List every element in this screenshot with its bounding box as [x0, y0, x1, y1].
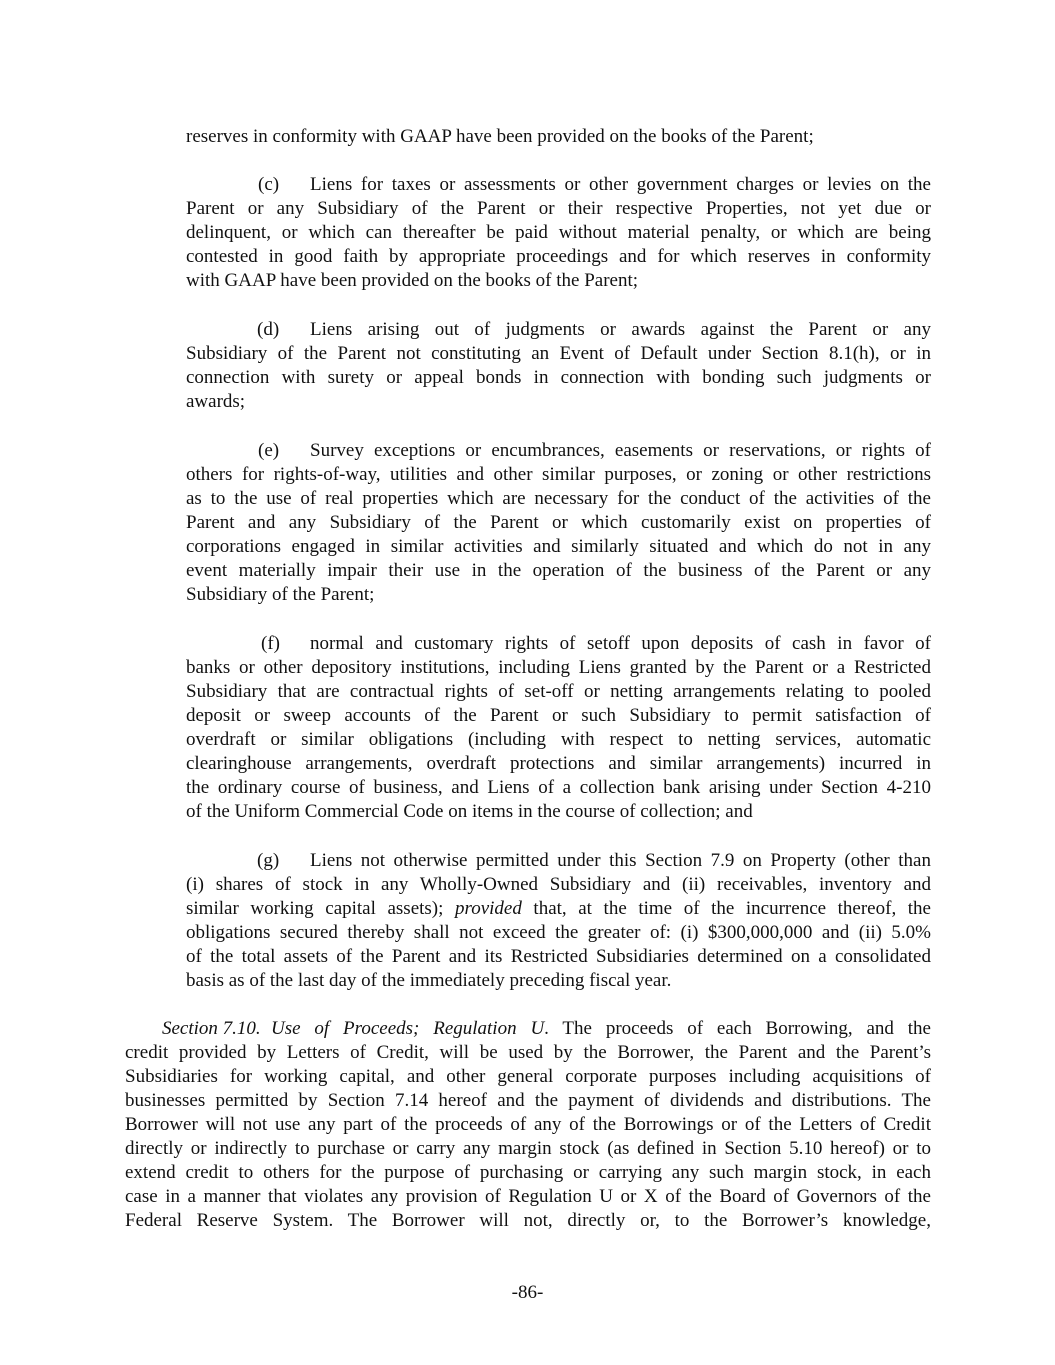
- text-segment: clearinghouse arrangements, overdraft protections and similar arrangements) incurred in: [186, 753, 931, 774]
- text-line: [186, 463, 931, 487]
- text-segment: Parent or any Subsidiary of the Parent or their respective Properties, not yet due or: [186, 198, 931, 219]
- paragraph-e: [186, 439, 931, 607]
- text-segment: with GAAP have been provided on the books of the Parent;: [186, 270, 639, 291]
- text-line: [186, 704, 931, 728]
- text-segment: basis as of the last day of the immediately preceding fiscal year.: [186, 970, 672, 991]
- text-segment: overdraft or similar obligations (including with respect to netting services, automatic: [186, 729, 931, 750]
- text-line: [186, 342, 931, 366]
- text-segment: . The proceeds of each Borrowing, and the: [544, 1018, 931, 1039]
- paragraph-label: (d): [257, 319, 280, 340]
- text-segment: banks or other depository institutions, including Liens granted by the Parent or a Restricted: [186, 657, 931, 678]
- text-segment: the ordinary course of business, and Liens of a collection bank arising under Section 4-210: [186, 777, 931, 798]
- text-line: [125, 1137, 931, 1161]
- text-line: [125, 1065, 931, 1089]
- text-line: [186, 559, 931, 583]
- text-segment: Parent and any Subsidiary of the Parent or which customarily exist on properties of: [186, 512, 931, 533]
- text-line: [186, 439, 931, 463]
- text-segment: Subsidiary of the Parent not constituting an Event of Default under Section 8.1(h), or in: [186, 343, 931, 364]
- text-segment: Federal Reserve System. The Borrower will not, directly or, to the Borrower’s knowledge,: [125, 1210, 931, 1231]
- text-line: [186, 969, 931, 993]
- text-line: [186, 487, 931, 511]
- text-segment: others for rights-of-way, utilities and other similar purposes, or zoning or other restrictions: [186, 464, 931, 485]
- text-line: [125, 1209, 931, 1233]
- text-line: [186, 776, 931, 800]
- text-segment: connection with surety or appeal bonds in connection with bonding such judgments or: [186, 367, 931, 388]
- text-segment: Subsidiary that are contractual rights of set-off or netting arrangements relating to pooled: [186, 681, 931, 702]
- text-line: [186, 366, 931, 390]
- text-line: [125, 1161, 931, 1185]
- text-segment: extend credit to others for the purpose of purchasing or carrying any such margin stock, in each: [125, 1162, 931, 1183]
- text-segment: Subsidiary of the Parent;: [186, 584, 375, 605]
- text-line: [125, 1017, 931, 1041]
- text-segment: delinquent, or which can thereafter be paid without material penalty, or which are being: [186, 222, 931, 243]
- text-line: [125, 1089, 931, 1113]
- text-line: [186, 849, 931, 873]
- text-segment: contested in good faith by appropriate proceedings and for which reserves in conformity: [186, 246, 931, 267]
- text-segment: directly or indirectly to purchase or carry any margin stock (as defined in Section 5.10 hereof) or to: [125, 1138, 931, 1159]
- text-segment: case in a manner that violates any provision of Regulation U or X of the Board of Governors of the: [125, 1186, 931, 1207]
- italic-text: provided: [455, 898, 522, 919]
- paragraph-d: [186, 318, 931, 414]
- text-line: [186, 511, 931, 535]
- text-line: [186, 197, 931, 221]
- paragraph-c: [186, 173, 931, 293]
- text-line: [186, 680, 931, 704]
- paragraph-label: Section 7.10.: [162, 1018, 261, 1039]
- text-segment: similar working capital assets);: [186, 898, 455, 919]
- text-segment: that, at the time of the incurrence thereof, the: [521, 898, 931, 919]
- text-line: [186, 221, 931, 245]
- text-line: [186, 125, 931, 149]
- text-segment: Borrower will not use any part of the proceeds of any of the Borrowings or of the Letters of Credit: [125, 1114, 931, 1135]
- text-segment: corporations engaged in similar activities and similarly situated and which do not in any: [186, 536, 931, 557]
- text-segment: event materially impair their use in the operation of the business of the Parent or any: [186, 560, 931, 581]
- text-line: [186, 173, 931, 197]
- paragraph-label: (e): [258, 440, 280, 461]
- text-line: [186, 897, 931, 921]
- paragraph-f: [186, 632, 931, 824]
- italic-text: Use of Proceeds; Regulation U: [271, 1018, 545, 1039]
- text-segment: Subsidiaries for working capital, and other general corporate purposes including acquisitions of: [125, 1066, 931, 1087]
- text-line: [186, 390, 931, 414]
- text-line: [186, 945, 931, 969]
- text-segment: Liens not otherwise permitted under this Section 7.9 on Property (other than: [310, 850, 931, 871]
- text-segment: Liens for taxes or assessments or other government charges or levies on the: [310, 174, 931, 195]
- text-line: [186, 269, 931, 293]
- text-segment: awards;: [186, 391, 246, 412]
- text-line: [186, 728, 931, 752]
- text-segment: obligations secured thereby shall not exceed the greater of: (i) $300,000,000 and (ii) 5.0%: [186, 922, 931, 943]
- text-segment: Survey exceptions or encumbrances, easements or reservations, or rights of: [310, 440, 931, 461]
- text-segment: credit provided by Letters of Credit, will be used by the Borrower, the Parent and the Parent’s: [125, 1042, 931, 1063]
- text-segment: (i) shares of stock in any Wholly-Owned Subsidiary and (ii) receivables, inventory and: [186, 874, 931, 895]
- text-segment: of the total assets of the Parent and its Restricted Subsidiaries determined on a consolidated: [186, 946, 931, 967]
- text-line: [186, 245, 931, 269]
- text-segment: normal and customary rights of setoff upon deposits of cash in favor of: [310, 633, 931, 654]
- text-line: [125, 1185, 931, 1209]
- text-line: [186, 656, 931, 680]
- text-line: [186, 632, 931, 656]
- paragraph-label: (f): [261, 633, 280, 654]
- text-line: [186, 800, 931, 824]
- text-line: [125, 1113, 931, 1137]
- text-line: [125, 1041, 931, 1065]
- paragraph-label: (c): [258, 174, 280, 195]
- text-segment: of the Uniform Commercial Code on items in the course of collection; and: [186, 801, 753, 822]
- text-segment: reserves in conformity with GAAP have been provided on the books of the Parent;: [186, 126, 814, 147]
- text-line: [186, 921, 931, 945]
- text-line: [186, 752, 931, 776]
- paragraph-section-7-10: [125, 1017, 931, 1233]
- paragraph-b-tail: [186, 125, 931, 149]
- paragraph-g: [186, 849, 931, 993]
- text-line: [186, 583, 931, 607]
- page-number: -86-: [511, 1282, 544, 1303]
- text-line: [186, 318, 931, 342]
- text-segment: as to the use of real properties which are necessary for the conduct of the activities of the: [186, 488, 931, 509]
- text-line: [186, 535, 931, 559]
- text-segment: Liens arising out of judgments or awards against the Parent or any: [310, 319, 931, 340]
- text-segment: businesses permitted by Section 7.14 hereof and the payment of dividends and distributions. The: [125, 1090, 931, 1111]
- paragraph-label: (g): [257, 850, 280, 871]
- text-segment: deposit or sweep accounts of the Parent or such Subsidiary to permit satisfaction of: [186, 705, 931, 726]
- text-line: [186, 873, 931, 897]
